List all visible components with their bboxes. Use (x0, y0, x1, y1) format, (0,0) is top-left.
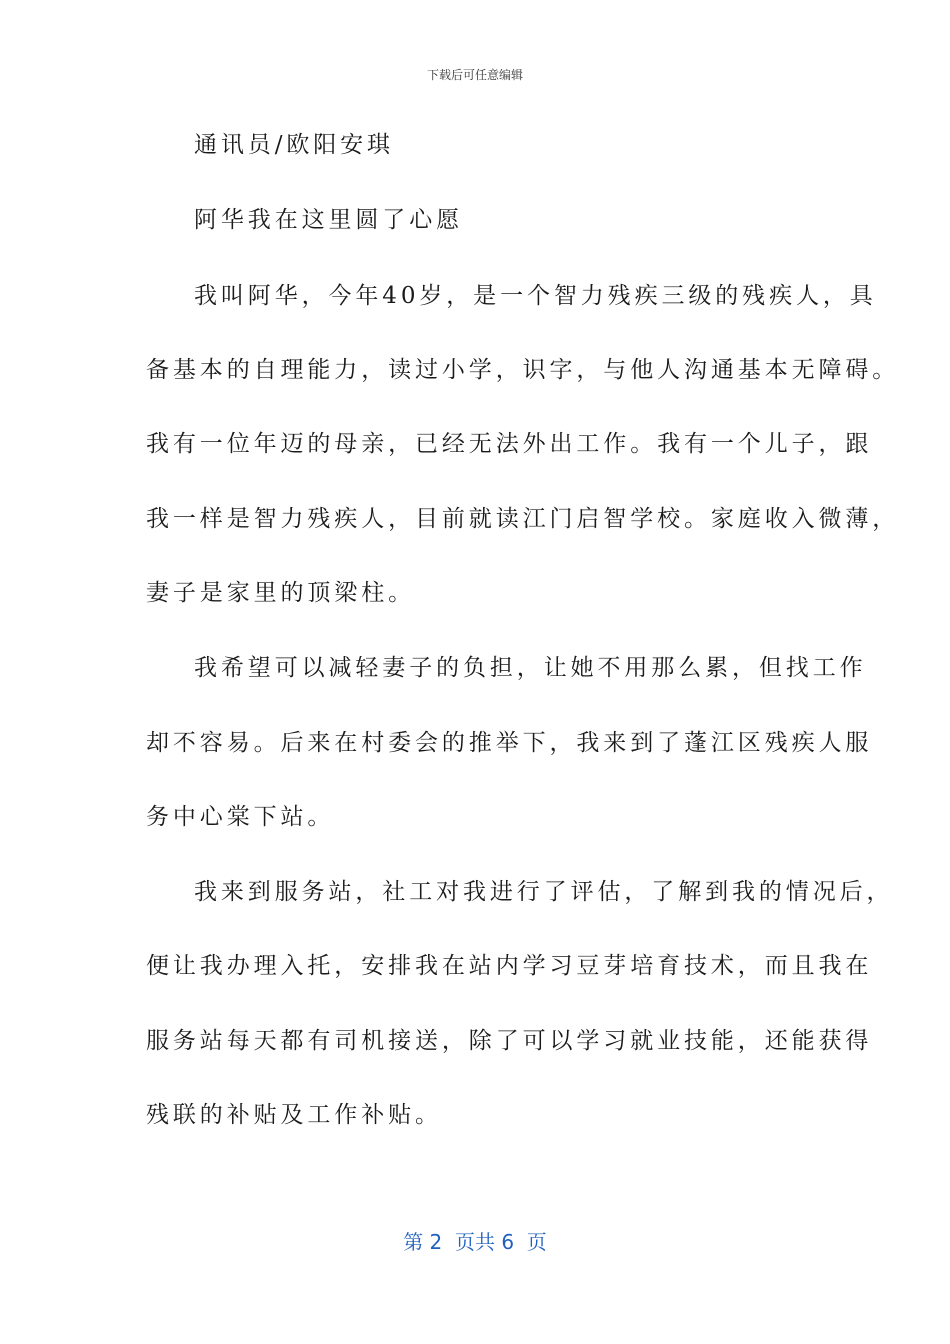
paragraph-line: 我一样是智力残疾人，目前就读江门启智学校。家庭收入微薄， (146, 506, 900, 532)
page-number: 第 2 页共 6 页 (403, 1230, 547, 1254)
header-note: 下载后可任意编辑 (426, 68, 523, 82)
paragraph-line: 我叫阿华，今年40岁，是一个智力残疾三级的残疾人，具 (194, 283, 877, 309)
paragraph-line: 却不容易。后来在村委会的推举下，我来到了蓬江区残疾人服 (146, 730, 873, 756)
paragraph-line: 服务站每天都有司机接送，除了可以学习就业技能，还能获得 (146, 1028, 873, 1054)
paragraph-line: 我有一位年迈的母亲，已经无法外出工作。我有一个儿子，跟 (146, 431, 873, 457)
paragraph-line: 务中心棠下站。 (146, 804, 335, 830)
article-title: 阿华我在这里圆了心愿 (194, 207, 463, 233)
paragraph-line: 备基本的自理能力，读过小学，识字，与他人沟通基本无障碍。 (146, 357, 900, 383)
author-line: 通讯员/欧阳安琪 (194, 132, 394, 158)
paragraph-line: 便让我办理入托，安排我在站内学习豆芽培育技术，而且我在 (146, 953, 873, 979)
paragraph-line: 我来到服务站，社工对我进行了评估，了解到我的情况后， (194, 879, 894, 905)
paragraph-line: 我希望可以减轻妻子的负担，让她不用那么累，但找工作 (194, 655, 867, 681)
paragraph-line: 残联的补贴及工作补贴。 (146, 1102, 442, 1128)
paragraph-line: 妻子是家里的顶梁柱。 (146, 580, 415, 606)
